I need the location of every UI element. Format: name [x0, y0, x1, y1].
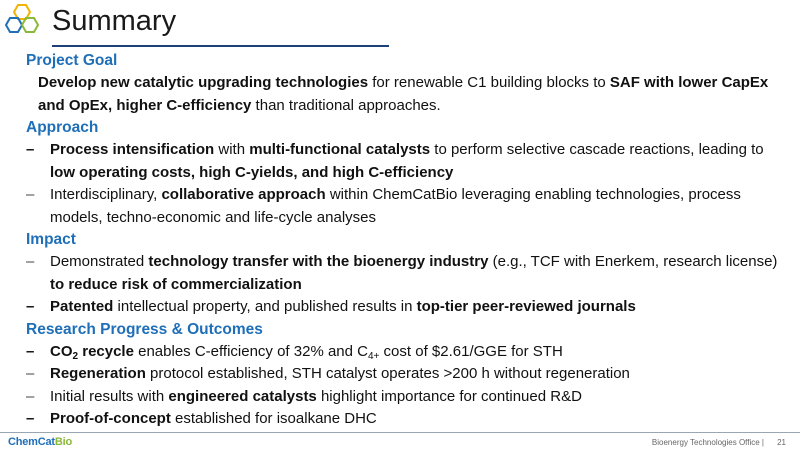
bullet-dash: – [26, 387, 35, 405]
bold-text: Regeneration [50, 365, 146, 382]
plain-text: with [214, 141, 250, 158]
impact-bullet-2 [26, 296, 786, 319]
approach-heading: Approach [26, 119, 99, 136]
plain-text: established for isoalkane DHC [170, 410, 377, 427]
bullet-dash: – [26, 141, 35, 158]
subscript: 4+ [367, 350, 380, 362]
subscript: 2 [72, 350, 79, 362]
footer-office: Bioenergy Technologies Office | [651, 438, 764, 447]
bold-text: low operating costs, high C-yields, and high C-efficiency [50, 163, 454, 181]
title-underline [52, 45, 389, 47]
plain-text: intellectual property, and published results in [113, 298, 417, 315]
goal-text-2: than traditional approaches. [251, 96, 441, 114]
plain-text: enables C-efficiency of 32% and C [133, 342, 368, 360]
bold-text: Patented [50, 298, 114, 315]
impact-bullet-1 [26, 251, 786, 296]
bullet-dash: – [26, 342, 35, 360]
progress-heading: Research Progress & Outcomes [26, 320, 263, 338]
plain-text: within ChemCatBio leveraging enabling technologies, process models, techno-economic and life-cycle analyses [50, 186, 741, 226]
approach-bullet-1 [26, 139, 786, 184]
plain-text: to perform selective cascade reactions, leading to [430, 141, 764, 158]
approach-bullet-2 [26, 184, 786, 229]
goal-bold-1: Develop new catalytic upgrading technologies [38, 74, 369, 91]
bold-text: Process intensification [50, 141, 215, 158]
plain-text: Interdisciplinary, [50, 186, 162, 203]
impact-heading: Impact [26, 231, 76, 248]
bullet-dash: – [26, 365, 35, 382]
logo-text-bio: Bio [54, 436, 73, 448]
summary-content [26, 50, 786, 431]
project-goal-heading: Project Goal [26, 52, 118, 69]
bold-text: engineered catalysts [168, 387, 317, 405]
page-title: Summary [52, 5, 177, 37]
bold-text: CO [50, 342, 73, 360]
page-number: 21 [777, 438, 786, 447]
bold-text: Proof-of-concept [50, 410, 171, 427]
plain-text: Demonstrated [50, 253, 149, 270]
logo-text-chemcat: ChemCat [8, 436, 55, 448]
hexagon-logo-icon [2, 3, 46, 45]
progress-bullet-3 [26, 386, 786, 409]
bullet-dash: – [26, 253, 35, 270]
plain-text: cost of $2.61/GGE for STH [379, 342, 563, 360]
bold-text: collaborative approach [161, 186, 326, 203]
goal-bold-2: SAF with lower CapEx and OpEx, higher C-efficiency [38, 74, 769, 114]
chemcatbio-logo [8, 436, 72, 448]
bold-text: to reduce risk of commercialization [50, 275, 302, 293]
progress-bullet-2 [26, 363, 786, 386]
bullet-dash: – [26, 298, 35, 315]
bold-text: recycle [78, 342, 134, 360]
plain-text: highlight importance for continued R&D [316, 387, 582, 405]
project-goal-text [26, 72, 786, 117]
goal-text-1: for renewable C1 building blocks to [368, 74, 610, 91]
plain-text: Initial results with [50, 387, 169, 405]
progress-bullet-1 [26, 341, 786, 364]
bullet-dash: – [26, 186, 35, 203]
footer-divider [0, 432, 800, 433]
plain-text: protocol established, STH catalyst operates >200 h without regeneration [145, 365, 630, 382]
bold-text: technology transfer with the bioenergy industry [148, 253, 489, 270]
bold-text: top-tier peer-reviewed journals [416, 298, 636, 315]
plain-text: (e.g., TCF with Enerkem, research license) [488, 253, 778, 270]
bold-text: multi-functional catalysts [249, 141, 431, 158]
progress-bullet-4 [26, 408, 786, 431]
bullet-dash: – [26, 410, 35, 427]
